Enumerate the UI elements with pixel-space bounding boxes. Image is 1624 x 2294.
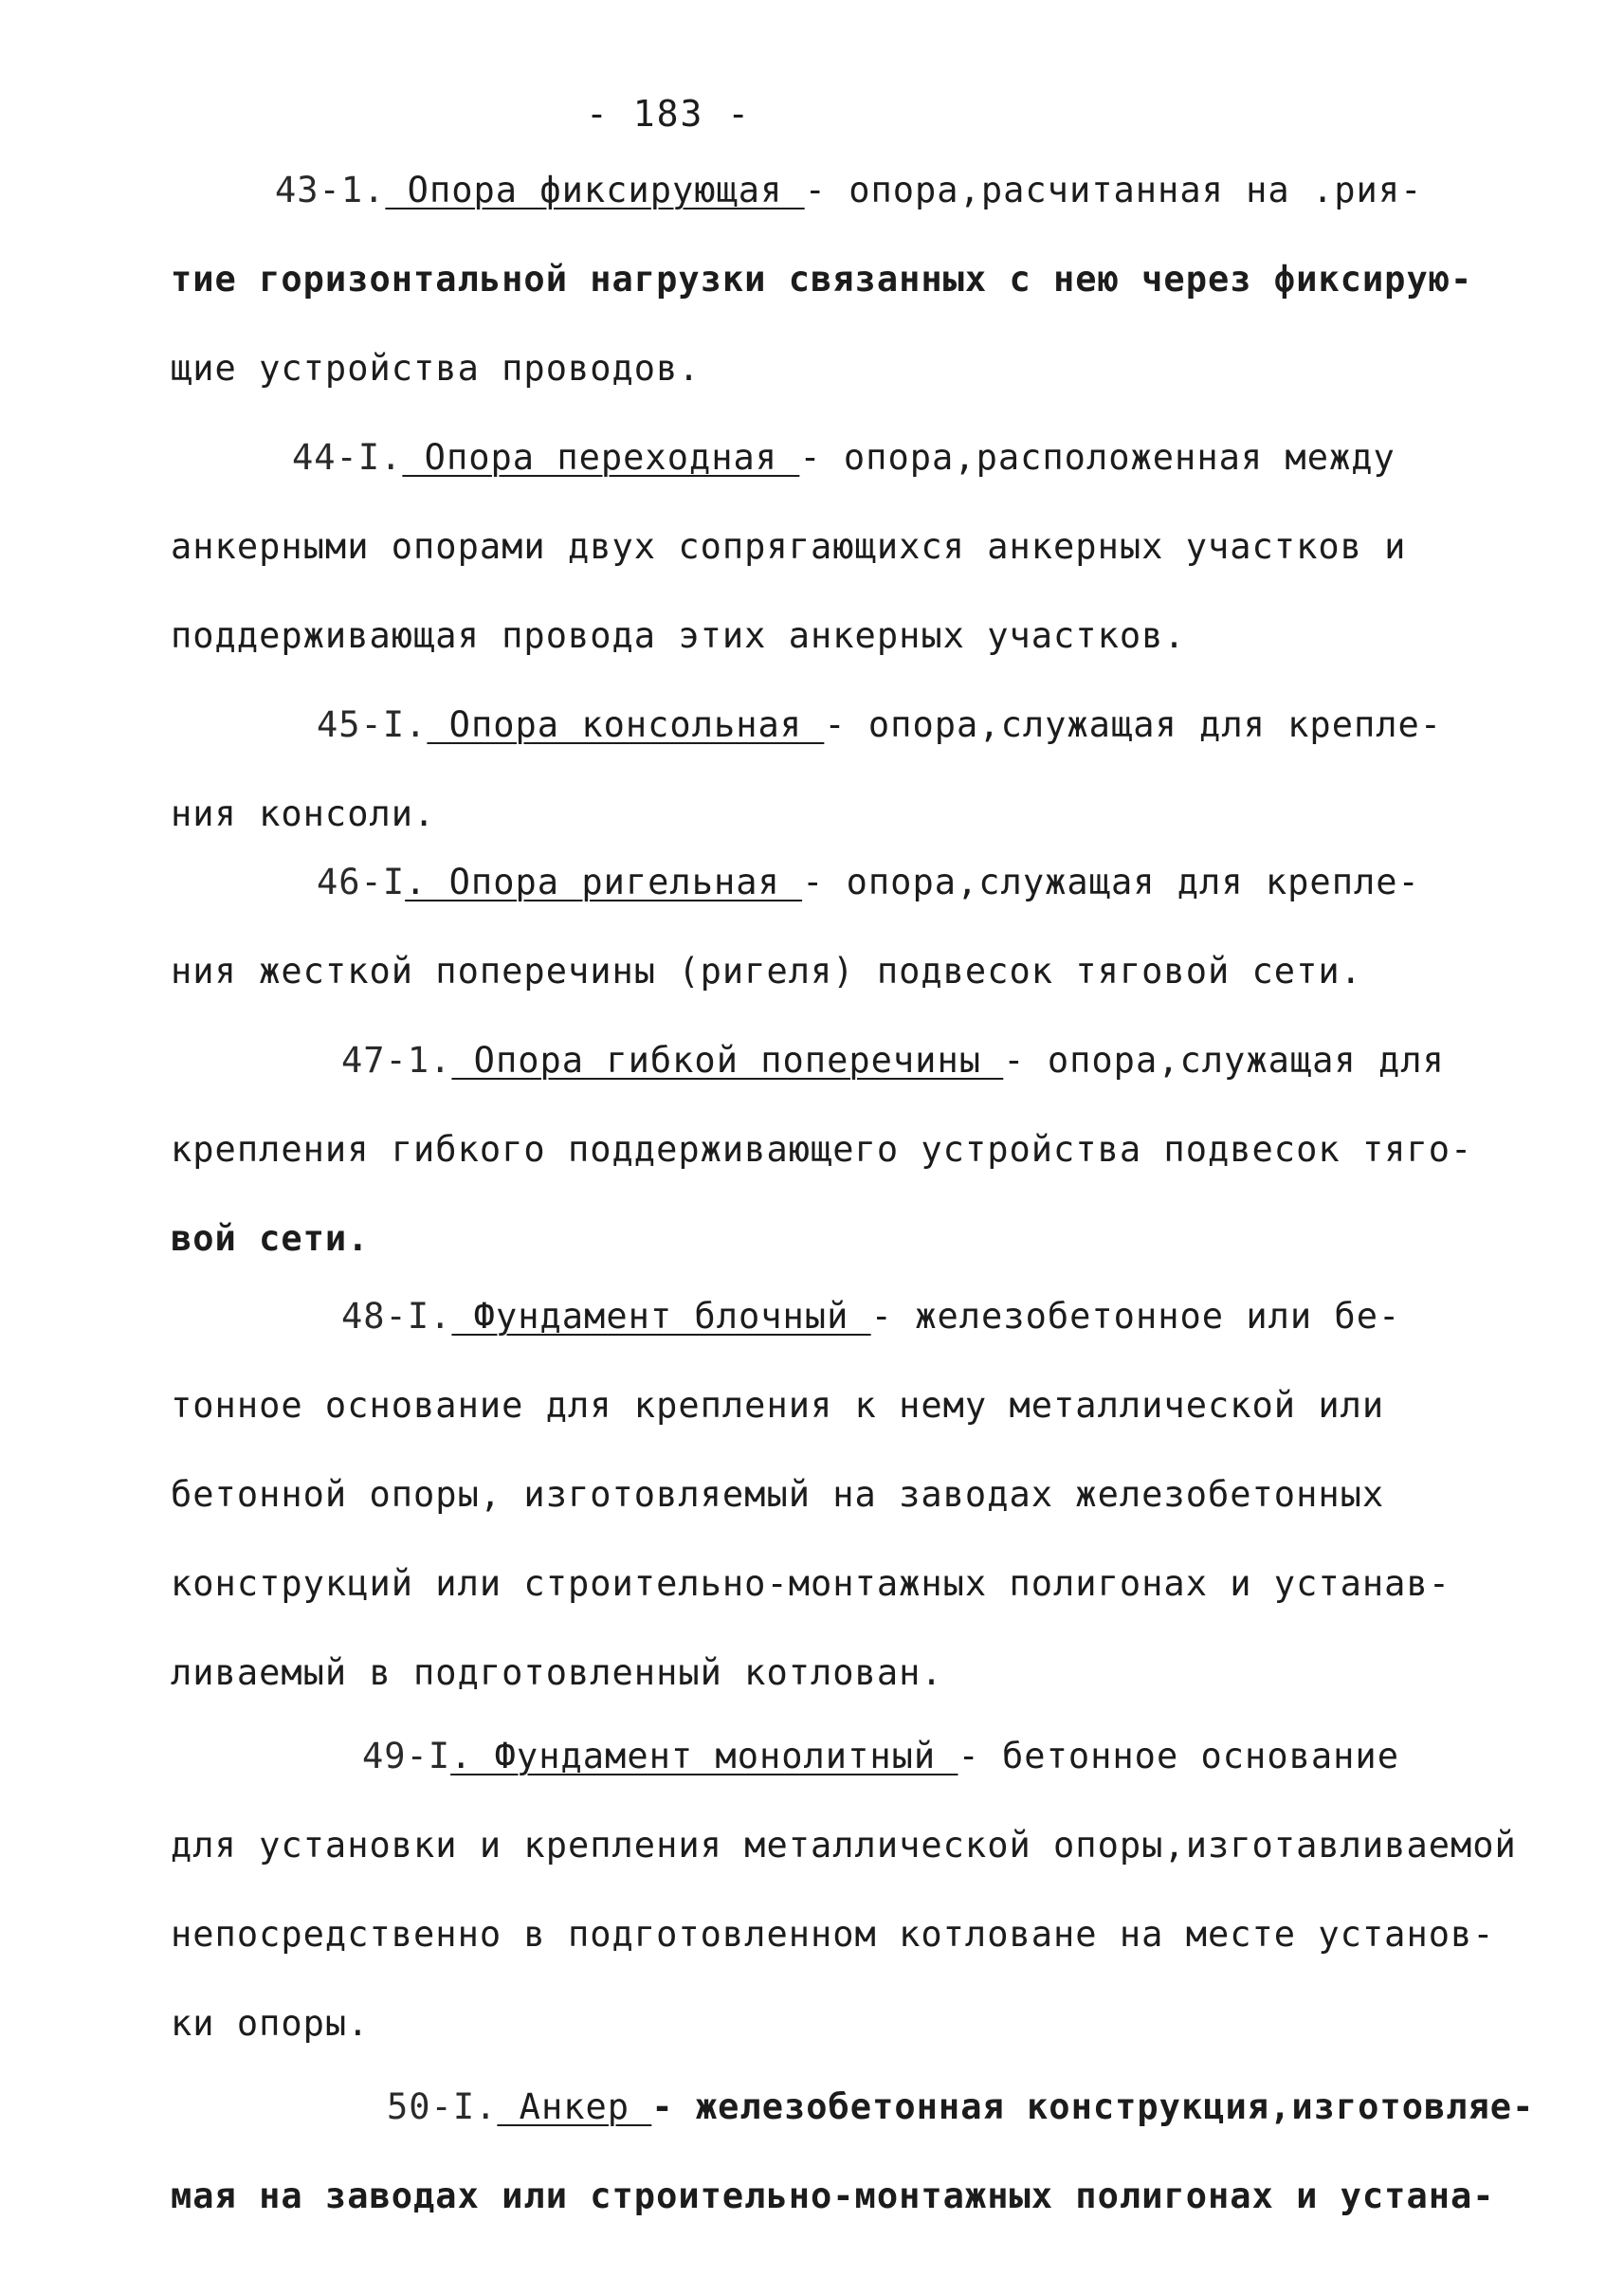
entry-number: 47-1. (341, 1040, 452, 1081)
entry-term: Опора консольная (427, 704, 825, 745)
entry-text: - опора,расположенная между (799, 437, 1396, 478)
entry-text-line: ки опоры. (171, 2003, 370, 2044)
entry-term: . Опора ригельная (405, 862, 803, 902)
entry-46-first-line (317, 861, 1420, 904)
entry-text-line: ния консоли. (171, 793, 436, 834)
entry-text-line: тие горизонтальной нагрузки связанных с нею через фиксирую- (171, 259, 1473, 300)
entry-text-line: вой сети. (171, 1218, 370, 1259)
entry-text-line: мая на заводах или строительно-монтажных полигонах и устана- (171, 2176, 1495, 2216)
entry-term: Опора гибкой поперечины (451, 1040, 1004, 1081)
entry-text: - бетонное основание (958, 1736, 1399, 1776)
entry-number: 48-I. (341, 1296, 452, 1337)
entry-50-first-line (387, 2085, 1534, 2129)
entry-43-first-line (275, 169, 1422, 212)
entry-text-line: ливаемый в подготовленный котлован. (171, 1652, 943, 1693)
entry-45-first-line (317, 703, 1442, 747)
entry-48-first-line (341, 1295, 1400, 1338)
page-number: - 183 - (586, 93, 752, 135)
entry-text: - опора,служащая для крепле- (802, 862, 1420, 902)
entry-text-line: непосредственно в подготовленном котловане на месте установ- (171, 1914, 1495, 1955)
entry-text-line: щие устройства проводов. (171, 348, 701, 389)
entry-term: Опора переходная (402, 437, 800, 478)
entry-text: - опора,расчитанная на .рия- (804, 170, 1423, 210)
entry-number: 43-1. (275, 170, 386, 210)
entry-text-line: бетонной опоры, изготовляемый на заводах железобетонных (171, 1474, 1385, 1515)
entry-term: Фундамент блочный (451, 1296, 871, 1337)
entry-text-line: конструкций или строительно-монтажных полигонах и устанав- (171, 1563, 1451, 1604)
entry-44-first-line (292, 436, 1396, 480)
entry-number: 45-I. (317, 704, 428, 745)
entry-text-line: тонное основание для крепления к нему металлической или (171, 1385, 1385, 1426)
entry-term: Анкер (497, 2086, 652, 2127)
entry-text: - опора,служащая для крепле- (824, 704, 1443, 745)
entry-text-line: для установки и крепления металлической опоры,изготавливаемой (171, 1825, 1517, 1866)
entry-term: Опора фиксирующая (385, 170, 805, 210)
entry-term: . Фундамент монолитный (450, 1736, 958, 1776)
entry-text-line: поддерживающая провода этих анкерных участков. (171, 615, 1186, 656)
entry-text: - железобетонное или бе- (870, 1296, 1401, 1337)
entry-number: 50-I. (387, 2086, 498, 2127)
entry-47-first-line (341, 1039, 1445, 1083)
entry-49-first-line (362, 1735, 1399, 1778)
entry-text-line: анкерными опорами двух сопрягающихся анкерных участков и (171, 526, 1407, 567)
entry-text-line: ния жесткой поперечины (ригеля) подвесок тяговой сети. (171, 951, 1362, 992)
entry-text-line: крепления гибкого поддерживающего устройства подвесок тяго- (171, 1129, 1473, 1170)
entry-number: 44-I. (292, 437, 403, 478)
entry-number: 46-I (317, 862, 406, 902)
entry-text: - опора,служащая для (1003, 1040, 1445, 1081)
entry-text: - железобетонная конструкция,изготовляе- (651, 2086, 1535, 2127)
entry-number: 49-I (362, 1736, 451, 1776)
